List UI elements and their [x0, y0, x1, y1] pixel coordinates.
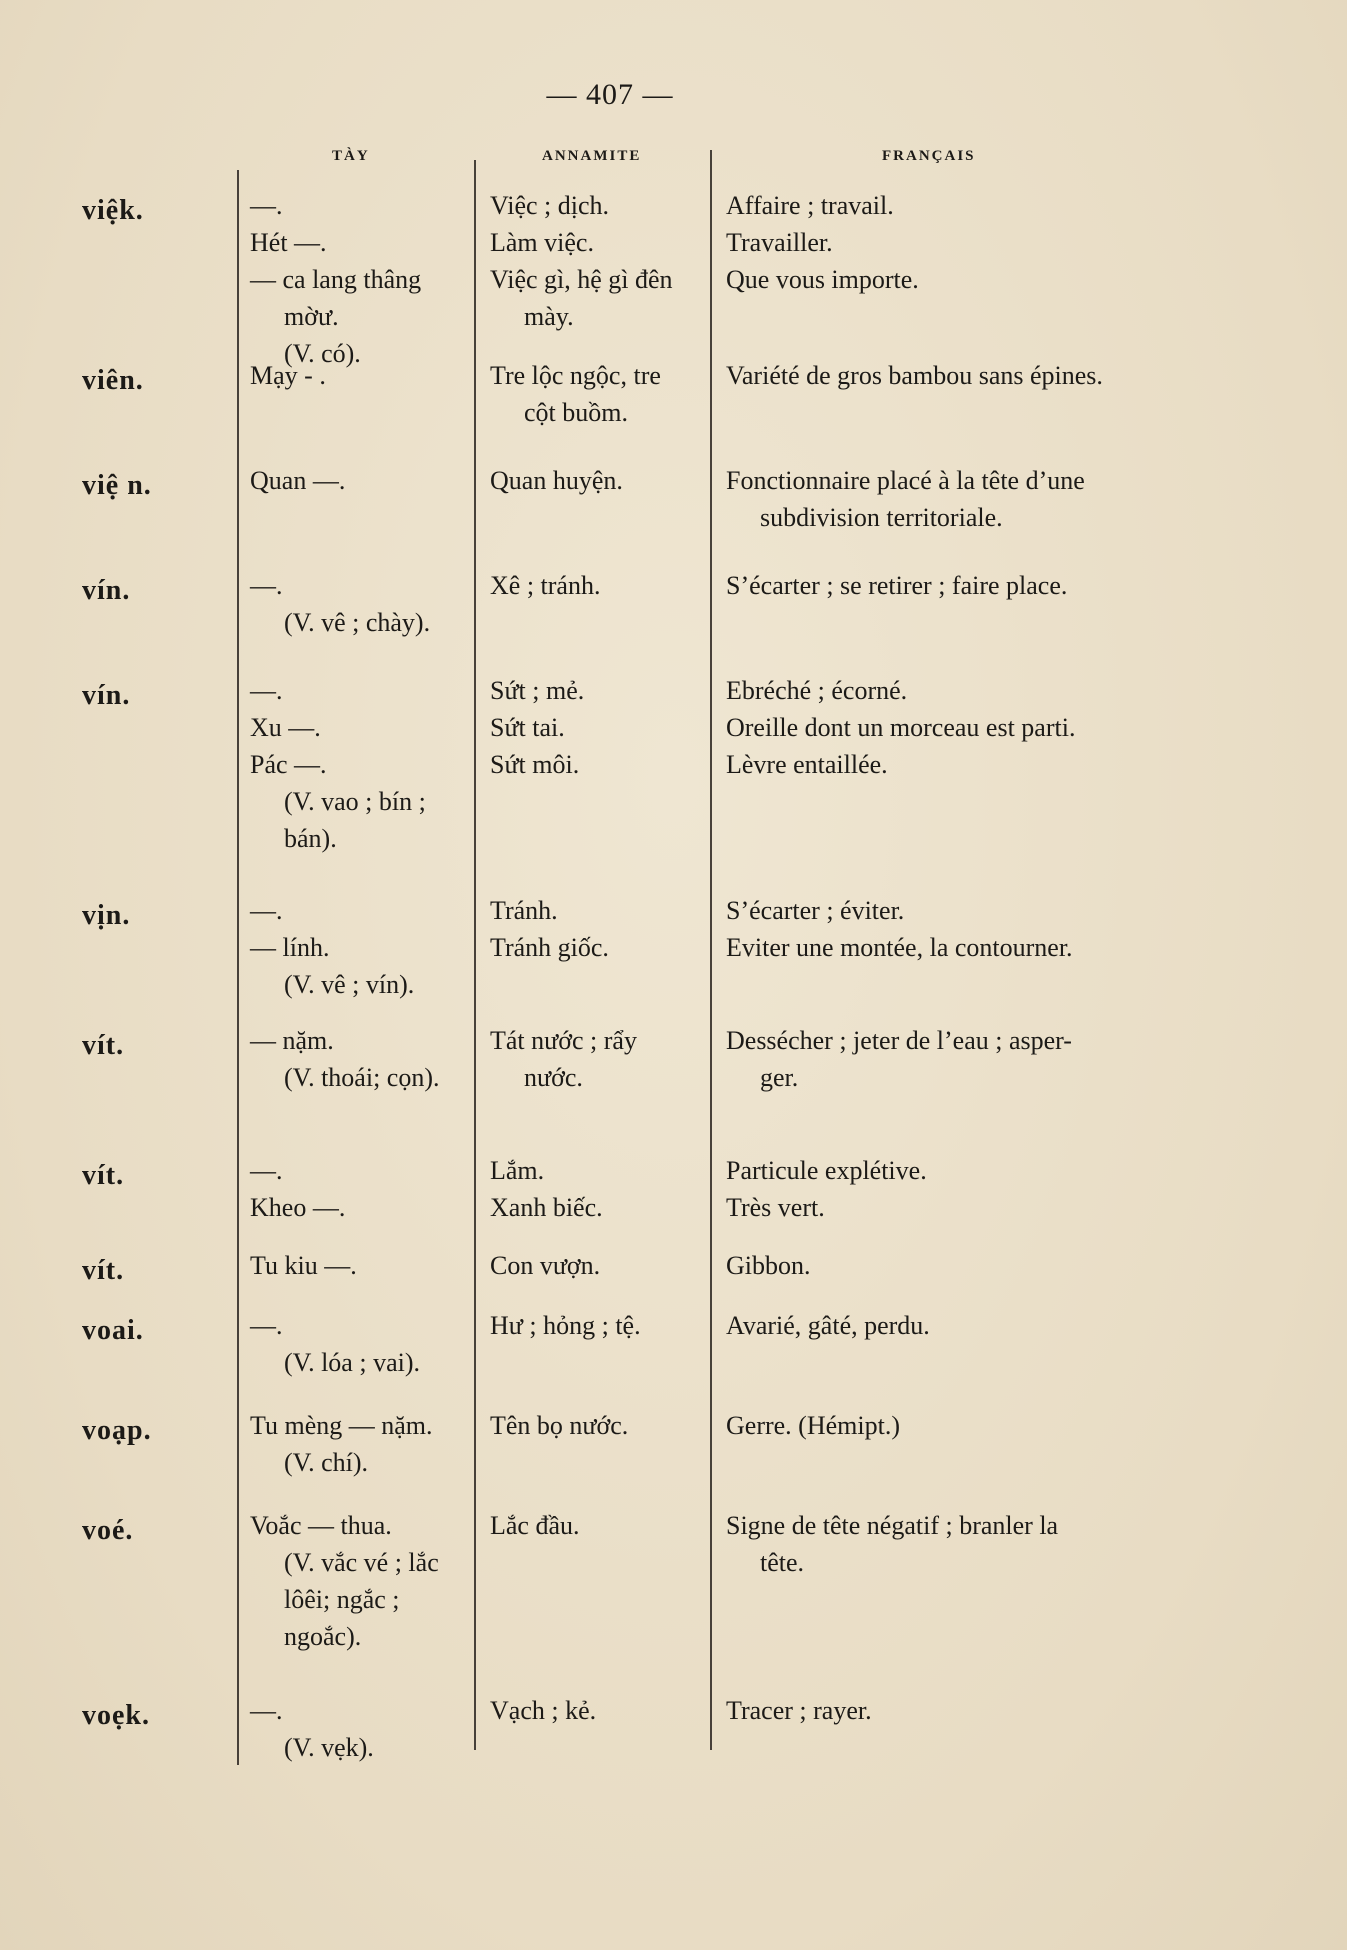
- tay-cell: [250, 1307, 475, 1381]
- column-header-annamite: ANNAMITE: [542, 148, 642, 164]
- fr-cell: [726, 1152, 1176, 1226]
- fr-cell: [726, 1247, 1176, 1284]
- fr-cell: [726, 567, 1176, 604]
- ann-line: Hư ; hỏng ; tệ.: [490, 1311, 641, 1340]
- fr-line: Travailler.: [726, 228, 833, 257]
- ann-cell: [490, 357, 705, 431]
- tay-line: —.: [250, 571, 283, 600]
- fr-line: Signe de tête négatif ; branler la: [726, 1511, 1059, 1540]
- ann-line: Con vượn.: [490, 1251, 601, 1280]
- tay-line: lôêi; ngắc ;: [284, 1585, 400, 1614]
- tay-line: Quan —.: [250, 466, 346, 495]
- tay-line: — nặm.: [250, 1026, 334, 1055]
- ann-line: Sứt tai.: [490, 713, 565, 742]
- ann-line: cột buồm.: [524, 398, 628, 427]
- ann-line: Việc ; dịch.: [490, 191, 610, 220]
- ann-line: nước.: [524, 1063, 583, 1092]
- headword: vít.: [82, 1255, 125, 1286]
- tay-line: (V. chí).: [284, 1448, 369, 1477]
- tay-line: —.: [250, 1311, 283, 1340]
- tay-line: (V. vao ; bín ;: [284, 787, 426, 816]
- tay-cell: [250, 1152, 475, 1226]
- column-header-tay: TÀY: [332, 148, 370, 164]
- tay-line: (V. lóa ; vai).: [284, 1348, 420, 1377]
- ann-line: mày.: [524, 302, 574, 331]
- fr-cell: [726, 1307, 1176, 1344]
- headword: viên.: [82, 365, 144, 396]
- tay-cell: [250, 1692, 475, 1766]
- tay-line: (V. vẹk).: [284, 1733, 374, 1762]
- ann-cell: [490, 187, 705, 335]
- ann-cell: [490, 1407, 705, 1444]
- ann-cell: [490, 462, 705, 499]
- fr-cell: [726, 672, 1176, 783]
- ann-cell: [490, 567, 705, 604]
- headword: vít.: [82, 1160, 125, 1191]
- tay-line: (V. có).: [284, 339, 361, 368]
- headword: việ n.: [82, 470, 152, 501]
- tay-line: —.: [250, 896, 283, 925]
- ann-cell: [490, 1307, 705, 1344]
- fr-cell: [726, 1507, 1176, 1581]
- ann-cell: [490, 672, 705, 783]
- tay-line: Xu —.: [250, 713, 321, 742]
- ann-cell: [490, 1022, 705, 1096]
- fr-line: Particule explétive.: [726, 1156, 927, 1185]
- tay-line: —.: [250, 1696, 283, 1725]
- column-rule-left: [237, 170, 239, 1765]
- fr-line: Eviter une montée, la contourner.: [726, 933, 1073, 962]
- headword: voé.: [82, 1515, 134, 1546]
- fr-cell: [726, 462, 1176, 536]
- fr-line: Fonctionnaire placé à la tête d’une: [726, 466, 1085, 495]
- tay-line: Tu mèng — nặm.: [250, 1411, 433, 1440]
- fr-line: Gibbon.: [726, 1251, 811, 1280]
- tay-line: Tu kiu —.: [250, 1251, 357, 1280]
- headword: voẹk.: [82, 1700, 150, 1731]
- tay-line: (V. vắc vé ; lắc: [284, 1548, 439, 1577]
- fr-line: Que vous importe.: [726, 265, 919, 294]
- tay-cell: [250, 1247, 475, 1284]
- headword: vịn.: [82, 900, 131, 931]
- fr-cell: [726, 1022, 1176, 1096]
- tay-cell: [250, 1022, 475, 1096]
- fr-line: S’écarter ; se retirer ; faire place.: [726, 571, 1068, 600]
- tay-line: Mạy - .: [250, 361, 326, 390]
- fr-line: subdivision territoriale.: [760, 503, 1003, 532]
- headword: vín.: [82, 575, 131, 606]
- fr-line: Oreille dont un morceau est parti.: [726, 713, 1076, 742]
- ann-line: Tránh.: [490, 896, 558, 925]
- fr-line: Ebréché ; écorné.: [726, 676, 908, 705]
- tay-cell: [250, 1507, 475, 1655]
- ann-cell: [490, 1507, 705, 1544]
- tay-line: Hét —.: [250, 228, 327, 257]
- tay-line: Pác —.: [250, 750, 327, 779]
- ann-line: Xanh biếc.: [490, 1193, 603, 1222]
- tay-line: — lính.: [250, 933, 330, 962]
- tay-line: bán).: [284, 824, 337, 853]
- ann-cell: [490, 1692, 705, 1729]
- ann-line: Tránh giốc.: [490, 933, 609, 962]
- tay-cell: [250, 357, 475, 394]
- tay-line: (V. vê ; vín).: [284, 970, 415, 999]
- tay-line: — ca lang thâng: [250, 265, 422, 294]
- tay-line: —.: [250, 676, 283, 705]
- tay-line: —.: [250, 1156, 283, 1185]
- fr-line: Très vert.: [726, 1193, 825, 1222]
- fr-cell: [726, 1407, 1176, 1444]
- headword: việk.: [82, 195, 144, 226]
- ann-line: Tre lộc ngộc, tre: [490, 361, 661, 390]
- ann-line: Tát nước ; rẩy: [490, 1026, 637, 1055]
- tay-line: (V. thoái; cọn).: [284, 1063, 440, 1092]
- fr-cell: [726, 357, 1176, 394]
- fr-cell: [726, 1692, 1176, 1729]
- column-rule-right: [710, 150, 712, 1750]
- headword: vín.: [82, 680, 131, 711]
- tay-line: Kheo —.: [250, 1193, 346, 1222]
- column-header-francais: FRANÇAIS: [882, 148, 976, 164]
- headword: voai.: [82, 1315, 144, 1346]
- ann-line: Lắc đầu.: [490, 1511, 580, 1540]
- headword: vít.: [82, 1030, 125, 1061]
- tay-line: (V. vê ; chày).: [284, 608, 431, 637]
- ann-line: Vạch ; kẻ.: [490, 1696, 597, 1725]
- fr-line: S’écarter ; éviter.: [726, 896, 905, 925]
- fr-cell: [726, 892, 1176, 966]
- fr-cell: [726, 187, 1176, 298]
- ann-line: Quan huyện.: [490, 466, 623, 495]
- ann-line: Việc gì, hệ gì đên: [490, 265, 673, 294]
- page-number: — 407 —: [546, 78, 674, 111]
- fr-line: Lèvre entaillée.: [726, 750, 888, 779]
- tay-cell: [250, 187, 475, 372]
- fr-line: Dessécher ; jeter de l’eau ; asper-: [726, 1026, 1072, 1055]
- ann-cell: [490, 892, 705, 966]
- fr-line: Tracer ; rayer.: [726, 1696, 872, 1725]
- tay-line: —.: [250, 191, 283, 220]
- tay-line: Voắc — thua.: [250, 1511, 392, 1540]
- ann-cell: [490, 1152, 705, 1226]
- fr-line: Affaire ; travail.: [726, 191, 894, 220]
- ann-line: Sứt ; mẻ.: [490, 676, 585, 705]
- fr-line: Gerre. (Hémipt.): [726, 1411, 900, 1440]
- fr-line: Variété de gros bambou sans épines.: [726, 361, 1103, 390]
- tay-line: ngoắc).: [284, 1622, 362, 1651]
- fr-line: tête.: [760, 1548, 805, 1577]
- tay-cell: [250, 462, 475, 499]
- headword: voạp.: [82, 1415, 152, 1446]
- ann-line: Tên bọ nước.: [490, 1411, 629, 1440]
- tay-line: mờư.: [284, 302, 339, 331]
- fr-line: Avarié, gâté, perdu.: [726, 1311, 930, 1340]
- ann-line: Làm việc.: [490, 228, 594, 257]
- ann-cell: [490, 1247, 705, 1284]
- tay-cell: [250, 892, 475, 1003]
- tay-cell: [250, 1407, 475, 1481]
- tay-cell: [250, 567, 475, 641]
- ann-line: Lắm.: [490, 1156, 545, 1185]
- ann-line: Sứt môi.: [490, 750, 580, 779]
- fr-line: ger.: [760, 1063, 799, 1092]
- tay-cell: [250, 672, 475, 857]
- ann-line: Xê ; tránh.: [490, 571, 601, 600]
